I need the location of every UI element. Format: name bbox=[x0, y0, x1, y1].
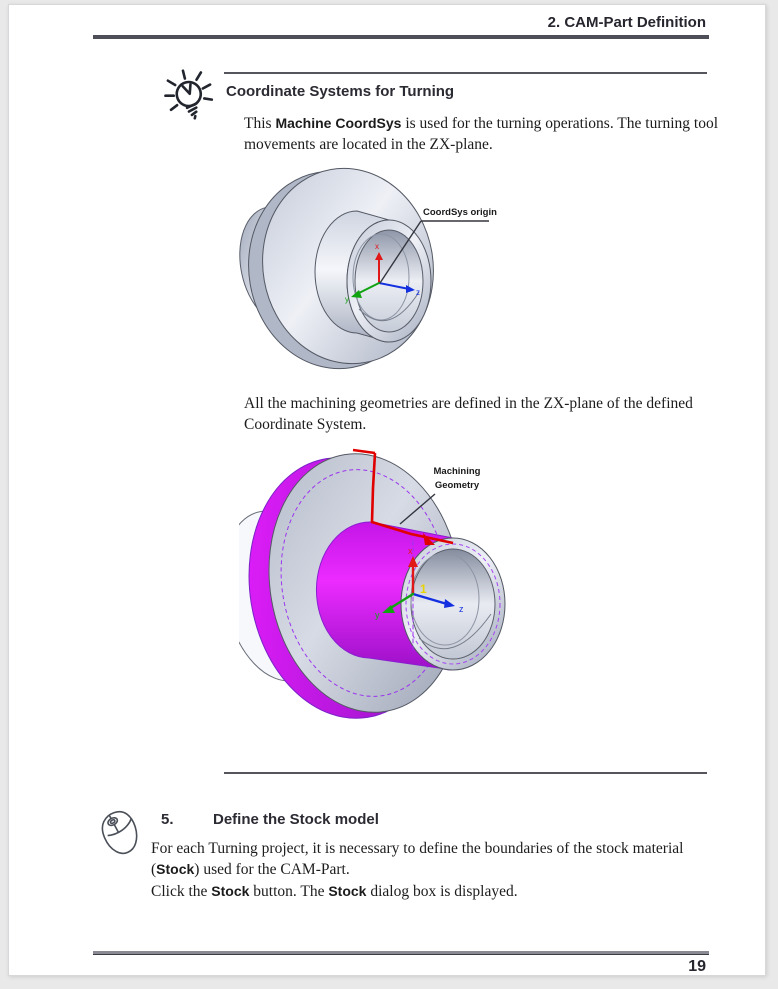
mouse-icon bbox=[91, 805, 153, 861]
coordsys-number: 1 bbox=[420, 582, 427, 596]
tip-rule bbox=[224, 72, 707, 74]
step-paragraph-2 bbox=[151, 881, 729, 902]
document-page bbox=[8, 4, 766, 976]
step-para1-term-stock: Stock bbox=[156, 861, 195, 877]
step-number: 5. bbox=[161, 811, 174, 828]
figure-coordsys-origin bbox=[239, 164, 549, 392]
coordsys-origin-label: CoordSys origin bbox=[423, 207, 497, 218]
tip-para1-text2: is used for the turning operations. The turning tool movements are located in the ZX-plane. bbox=[244, 115, 719, 153]
figure-machining-geometry bbox=[239, 446, 579, 736]
header-rule bbox=[93, 35, 709, 39]
step-para2-text2: button. The bbox=[249, 883, 329, 900]
axis-y-label: y bbox=[345, 295, 349, 304]
step-para2-term-stock-2: Stock bbox=[328, 883, 367, 899]
flange-part-illustration bbox=[239, 164, 449, 382]
footer-rule bbox=[93, 951, 709, 955]
machining-geometry-label-line1: Machining bbox=[433, 466, 481, 477]
machining-geometry-label-line2: Geometry bbox=[434, 480, 480, 491]
axis-z-label: z bbox=[416, 288, 420, 297]
step-paragraph-1 bbox=[151, 838, 729, 880]
axis2-y-label: y bbox=[375, 610, 380, 620]
axis2-z-label: z bbox=[459, 604, 464, 614]
tip-paragraph-1 bbox=[244, 113, 724, 155]
step-para2-term-stock-1: Stock bbox=[211, 883, 250, 899]
tip-para1-text1: This bbox=[244, 115, 276, 132]
step-para1-text2: ) used for the CAM-Part. bbox=[194, 861, 350, 878]
lightbulb-icon bbox=[159, 65, 219, 127]
page-number: 19 bbox=[688, 958, 706, 975]
step-para2-text3: dialog box is displayed. bbox=[366, 883, 518, 900]
page-header-title: 2. CAM-Part Definition bbox=[547, 14, 706, 31]
step-para2-text1: Click the bbox=[151, 883, 212, 900]
tip-para1-term-machine-coordsys: Machine CoordSys bbox=[275, 115, 402, 131]
axis2-x-label: x bbox=[408, 546, 413, 556]
tip-paragraph-2: All the machining geometries are defined in the ZX-plane of the defined Coordinate System. bbox=[244, 395, 693, 433]
axis-x-label: x bbox=[375, 242, 379, 251]
section-rule bbox=[224, 772, 707, 774]
step-para1-text1: For each Turning project, it is necessary to define the boundaries of the stock material ( bbox=[151, 840, 684, 878]
step-title: Define the Stock model bbox=[213, 811, 379, 828]
tip-title: Coordinate Systems for Turning bbox=[226, 83, 455, 100]
